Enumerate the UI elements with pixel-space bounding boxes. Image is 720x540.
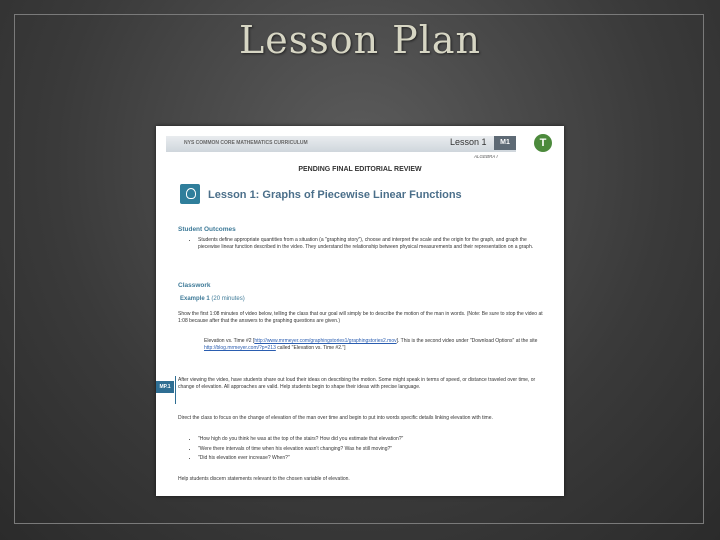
outcome-bullet: • Students define appropriate quantities from a situation (a "graphing story"), choose and interpret the scale and the origin for the graph, and graph the piecewise linear function described in the video. They understand the relationship between physical measurements and their representation on a graph. (198, 237, 543, 250)
student-outcomes-body (178, 237, 543, 253)
classwork-paragraph-4: Help students discern statements relevant to the chosen variable of elevation. (178, 476, 350, 482)
video-link-2[interactable]: http://blog.mrmeyer.com/?p=213 (204, 344, 276, 351)
lightbulb-icon (180, 184, 200, 204)
video-suffix: called "Elevation vs. Time #2."] (275, 344, 346, 351)
teacher-logo-icon: T (534, 134, 552, 152)
example-label (180, 296, 245, 302)
student-outcomes-heading: Student Outcomes (178, 226, 236, 233)
video-mid: ]. This is the second video under "Download Options" at the site (396, 338, 538, 344)
example-name: Example 1 (180, 296, 210, 302)
video-link-1[interactable]: http://www.mrmeyer.com/graphingstories1/graphingstories2.mov (254, 338, 397, 344)
header-lesson-label: Lesson 1 (450, 137, 487, 147)
mp1-tag: MP.1 (156, 381, 174, 393)
lesson-title: Lesson 1: Graphs of Piecewise Linear Functions (208, 189, 462, 201)
question-item: • "Did his elevation ever increase? When?" (198, 455, 543, 462)
review-notice: PENDING FINAL EDITORIAL REVIEW (298, 166, 422, 173)
classwork-paragraph-2: After viewing the video, have students share out loud their ideas on describing the motion. Some might speak in terms of speed, or distance traveled over time, or change of elevation. All approaches are valid. Help students begin to shape their ideas with precise language. (178, 377, 536, 390)
question-item: • "Were there intervals of time when his elevation wasn't changing? Was he still moving?" (198, 446, 543, 453)
lesson-document-page (156, 126, 564, 496)
video-prefix: Elevation vs. Time #2 [ (204, 338, 255, 344)
video-reference (204, 338, 544, 351)
question-item: • "How high do you think he was at the top of the stairs? How did you estimate that elevation?" (198, 436, 543, 443)
course-label: ALGEBRA I (474, 154, 498, 159)
classwork-paragraph-1: Show the first 1:08 minutes of video below, telling the class that our goal will simply be to describe the motion of the man in words. (Note: Be sure to stop the video at 1:08 because after that the answers to the graphing questions are given.) (178, 311, 543, 324)
classwork-paragraph-3: Direct the class to focus on the change of elevation of the man over time and begin to put into words specific details linking elevation with time. (178, 415, 493, 421)
classwork-heading: Classwork (178, 282, 211, 289)
example-time: (20 minutes) (211, 296, 245, 302)
module-badge: M1 (494, 136, 516, 150)
slide-title: Lesson Plan (238, 18, 481, 62)
mp1-marker-line (175, 376, 176, 404)
question-list (178, 436, 543, 465)
curriculum-label: NYS COMMON CORE MATHEMATICS CURRICULUM (184, 140, 308, 146)
